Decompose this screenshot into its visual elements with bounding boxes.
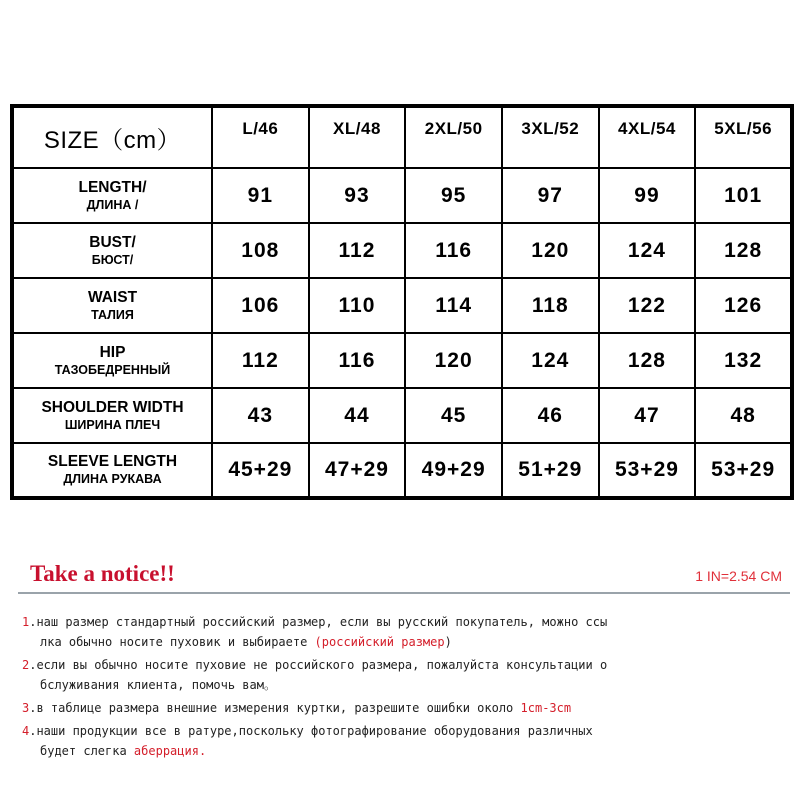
unit-conversion-note: 1 IN=2.54 CM <box>695 568 782 584</box>
table-cell: 47+29 <box>309 443 406 498</box>
table-cell: 99 <box>599 168 696 223</box>
size-column-header: 3XL/52 <box>502 106 599 168</box>
table-cell: 128 <box>599 333 696 388</box>
unit-label: （cm） <box>99 127 182 154</box>
table-cell: 47 <box>599 388 696 443</box>
note-text: .если вы обычно носите пуховие не российского размера, пожалуйста консультации о <box>29 658 608 672</box>
table-cell: 124 <box>599 223 696 278</box>
notice-title: Take a notice!! <box>30 561 175 586</box>
row-label-ru: ТАЗОБЕДРЕННЫЙ <box>54 362 171 377</box>
size-column-header: XL/48 <box>309 106 406 168</box>
note-highlight: аберрация. <box>133 744 207 758</box>
row-label-en: HIP <box>99 343 126 361</box>
note-text-continued: будет слегка аберрация. <box>40 744 207 758</box>
table-cell: 124 <box>502 333 599 388</box>
note-text-continued: лка обычно носите пуховик и выбираете (российский размер) <box>40 635 452 649</box>
note-item <box>22 698 784 718</box>
table-cell: 43 <box>212 388 309 443</box>
notice-divider <box>18 592 790 594</box>
table-cell: 116 <box>405 223 502 278</box>
size-column-header: 5XL/56 <box>695 106 792 168</box>
size-column-header: L/46 <box>212 106 309 168</box>
table-cell: 122 <box>599 278 696 333</box>
table-cell: 51+29 <box>502 443 599 498</box>
note-number: 4 <box>22 724 30 738</box>
note-item <box>22 721 784 761</box>
table-cell: 126 <box>695 278 792 333</box>
row-label-ru: БЮСТ/ <box>91 252 134 267</box>
note-number: 3 <box>22 701 30 715</box>
size-label: SIZE <box>43 127 100 154</box>
note-number: 1 <box>22 615 30 629</box>
note-number: 2 <box>22 658 30 672</box>
table-cell: 106 <box>212 278 309 333</box>
row-label-en: SLEEVE LENGTH <box>47 453 178 470</box>
note-highlight: 1cm-3cm <box>520 701 572 715</box>
table-cell: 45+29 <box>212 443 309 498</box>
row-label-en: WAIST <box>87 288 138 306</box>
table-cell: 91 <box>212 168 309 223</box>
row-label-ru: ДЛИНА / <box>86 197 139 212</box>
size-header-cell <box>12 106 212 168</box>
table-cell: 112 <box>212 333 309 388</box>
size-column-header: 4XL/54 <box>599 106 696 168</box>
table-cell: 45 <box>405 388 502 443</box>
note-highlight: (российский размер <box>314 635 445 649</box>
row-label <box>12 388 212 443</box>
note-text-continued: бслуживания клиента, помочь вам。 <box>40 678 276 692</box>
table-row-waist <box>12 278 792 333</box>
table-cell: 53+29 <box>695 443 792 498</box>
table-row-bust <box>12 223 792 278</box>
table-cell: 132 <box>695 333 792 388</box>
table-cell: 112 <box>309 223 406 278</box>
table-cell: 120 <box>502 223 599 278</box>
note-item <box>22 655 784 695</box>
row-label <box>12 168 212 223</box>
table-cell: 114 <box>405 278 502 333</box>
note-item <box>22 612 784 652</box>
table-cell: 116 <box>309 333 406 388</box>
table-cell: 46 <box>502 388 599 443</box>
note-text: .наш размер стандартный российский размер, если вы русский покупатель, можно ссы <box>29 615 608 629</box>
table-cell: 120 <box>405 333 502 388</box>
row-label-en: SHOULDER WIDTH <box>41 398 184 416</box>
table-row-shoulder-width <box>12 388 792 443</box>
table-cell: 93 <box>309 168 406 223</box>
row-label <box>12 333 212 388</box>
table-cell: 108 <box>212 223 309 278</box>
size-column-header: 2XL/50 <box>405 106 502 168</box>
row-label <box>12 223 212 278</box>
row-label-ru: ДЛИНА РУКАВА <box>63 472 162 486</box>
size-table <box>10 104 794 500</box>
table-row-sleeve-length <box>12 443 792 498</box>
table-cell: 95 <box>405 168 502 223</box>
table-header-row <box>12 106 792 168</box>
row-label-ru: ТАЛИЯ <box>91 307 134 322</box>
notes-list <box>22 612 784 764</box>
row-label <box>12 278 212 333</box>
table-cell: 97 <box>502 168 599 223</box>
table-cell: 118 <box>502 278 599 333</box>
row-label-en: BUST/ <box>89 233 136 251</box>
note-text: .в таблице размера внешние измерения куртки, разрешите ошибки около <box>29 701 521 715</box>
table-cell: 49+29 <box>405 443 502 498</box>
table-cell: 101 <box>695 168 792 223</box>
table-cell: 110 <box>309 278 406 333</box>
row-label-ru: ШИРИНА ПЛЕЧ <box>64 417 161 432</box>
table-row-hip <box>12 333 792 388</box>
row-label <box>12 443 212 498</box>
table-cell: 48 <box>695 388 792 443</box>
table-row-length <box>12 168 792 223</box>
table-cell: 53+29 <box>599 443 696 498</box>
table-cell: 44 <box>309 388 406 443</box>
row-label-en: LENGTH/ <box>78 178 147 196</box>
note-text: .наши продукции все в ратуре,поскольку фотографирование оборудования различных <box>29 724 593 738</box>
table-cell: 128 <box>695 223 792 278</box>
